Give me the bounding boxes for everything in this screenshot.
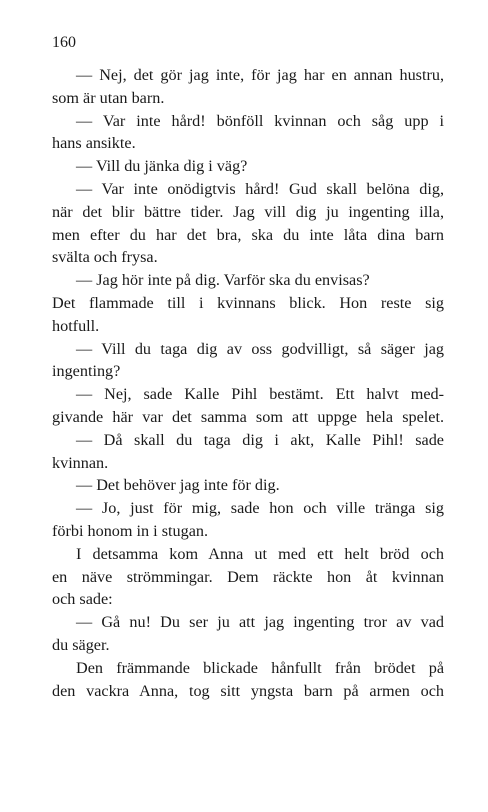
text-line: — Vill du taga dig av oss godvilligt, så säger jag: [76, 339, 444, 358]
text-line: — Nej, sade Kalle Pihl bestämt. Ett halvt med-: [76, 385, 444, 404]
text-line: — Jag hör inte på dig. Varför ska du envisas?: [76, 271, 370, 290]
text-line: — Nej, det gör jag inte, för jag har en annan hustru,: [76, 66, 444, 84]
text-line: den vackra Anna, tog sitt yngsta barn på armen och: [52, 681, 444, 700]
text-line: hotfull.: [52, 316, 100, 335]
text-line: en näve strömmingar. Dem räckte hon åt kvinnan: [52, 567, 444, 586]
text-line: Det flammade till i kvinnans blick. Hon reste sig: [52, 293, 444, 312]
text-line: hans ansikte.: [52, 134, 136, 153]
text-line: som är utan barn.: [52, 88, 165, 107]
text-line: Den främmande blickade hånfullt från brödet på: [76, 658, 444, 677]
text-line: svälta och frysa.: [52, 248, 158, 267]
text-line: I detsamma kom Anna ut med ett helt bröd och: [76, 544, 444, 563]
body-text: [52, 64, 444, 702]
text-line: — Då skall du taga dig i akt, Kalle Pihl! sade: [76, 430, 444, 449]
text-line: ingenting?: [52, 362, 121, 381]
text-line: — Var inte hård! bönföll kvinnan och såg upp i: [76, 111, 444, 130]
text-line: när det blir bättre tider. Jag vill dig ju ingenting illa,: [52, 202, 444, 221]
text-line: kvinnan.: [52, 453, 109, 472]
text-line: förbi honom in i stugan.: [52, 521, 209, 540]
text-line: givande här var det samma som att uppge hela spelet.: [52, 407, 444, 426]
text-line: du säger.: [52, 635, 110, 654]
text-line: — Det behöver jag inte för dig.: [76, 476, 280, 495]
text-line: men efter du har det bra, ska du inte låta dina barn: [52, 225, 444, 244]
text-line: — Jo, just för mig, sade hon och ville tränga sig: [76, 499, 444, 518]
text-line: — Vill du jänka dig i väg?: [76, 157, 248, 176]
text-line: och sade:: [52, 590, 113, 609]
text-line: — Gå nu! Du ser ju att jag ingenting tror av vad: [76, 613, 444, 632]
page-number: 160: [52, 34, 76, 51]
text-line: — Var inte onödigtvis hård! Gud skall belöna dig,: [76, 179, 444, 198]
